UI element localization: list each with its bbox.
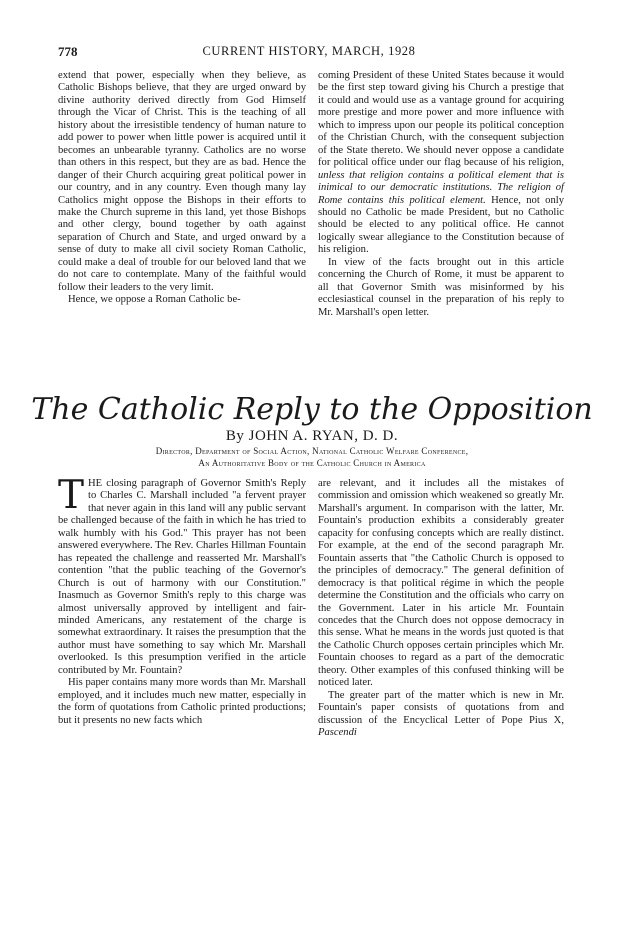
prev-article-column-2 <box>318 70 564 319</box>
article-title: The Catholic Reply to the Opposition <box>31 392 593 427</box>
paragraph: are relevant, and it includes all the mistakes of commission and omission which weakened so greatly Mr. Marshall's argument. In comparison with the latter, Mr. Fountain's production exhibits a considerably greater capacity for confusing concepts which are really distinct. For example, at the end of the second paragraph Mr. Fountain asserts that "the Catholic Church is opposed to the principles of democracy." The general definition of democracy is that political régime in which the people determine the Constitution and the officials who carry on the Government. Later in his article Mr. Fountain concedes that the Church does not oppose democracy in this sense. What he means in the words just quoted is that the Catholic Church opposes certain principles which Mr. Fountain chooses to regard as a part of the democratic theory. Other examples of this confused thinking will be noticed later. <box>318 478 564 689</box>
paragraph: In view of the facts brought out in this article concerning the Church of Rome, it must be apparent to all that Governor Smith was misinformed by his ecclesiastical counsel in the preparation of his reply to Mr. Marshall's open letter. <box>318 256 564 318</box>
running-head: CURRENT HISTORY, MARCH, 1928 <box>202 44 416 58</box>
paragraph: Hence, we oppose a Roman Catholic be- <box>68 294 241 306</box>
paragraph: extend that power, especially when they believe, as Catholic Bishops believe, that they are urged onward by divine authority derived directly from God Himself through the Vicar of Christ. This is the teaching of all history about the irresistible tendency of human nature to add power to power when little power is acquired until it becomes an unbearable tyranny. Catholics are no worse than others in this respect, but they are as bad. Hence the danger of their Church acquiring great political power in our country, and in any country. Even though many lay Catholics might oppose the Bishops in their efforts to make the Church supreme in this land, yet those Bishops and other clergy, bound together by oath against separation of Church and State, and urged onward by a sense of duty to make all civil society Roman Catholic, could make a deal of trouble for our beloved land that we do not care to contemplate. Many of the faithful would follow their leaders to the very limit. <box>58 70 306 293</box>
text-run: Hence, not only should no Catholic be made President, but no Catholic should be elected to any political office. He cannot logically swear allegiance to the Constitution because of his religion. <box>318 194 564 256</box>
text-run: The greater part of the matter which is new in Mr. Fountain's paper consists of quotations from and discussion of the Encyclical Letter of Pope Pius X, <box>318 689 564 726</box>
drop-cap: T <box>58 473 85 518</box>
paragraph <box>58 473 306 677</box>
article-column-2 <box>318 478 564 740</box>
running-header <box>58 44 560 60</box>
article-column-1 <box>58 473 306 727</box>
paragraph: His paper contains many more words than Mr. Marshall employed, and it includes much new matter, especially in the form of quotations from Catholic printed productions; but it presents no new facts which <box>58 677 306 726</box>
paragraph <box>318 70 564 257</box>
article-byline: By JOHN A. RYAN, D. D. <box>225 428 399 444</box>
text-run: coming President of these United States because it would be the first step toward giving his Church a prestige that it could and would use as a vantage ground for acquiring more prestige and more power and more influence with which to impress upon our people its political conception of the Christian Church, with the consequent subjection of the State thereto. We should never oppose a candidate for political office under our flag because of his religion, <box>318 70 564 169</box>
prev-article-column-1 <box>58 70 306 307</box>
text-run: closing paragraph of Governor Smith's Reply to Charles C. Marshall included "a fervent prayer that never again in this land will any public servant be challenged because of the faith in which he has tried to walk humbly with his God." This prayer has not been answered everywhere. The Rev. Charles Hillman Fountain has repeated the challenge and reasserted Mr. Marshall's contention "that the public teaching of the Governor's Church is out of harmony with our Constitution." Inasmuch as Governor Smith's reply to this charge was almost universally approved by intelligent and fair-minded Americans, any restatement of the charge is somewhat extraordinary. It raises the presumption that the author must have something to say which Mr. Marshall overlooked. Is this presumption verified in the article contributed by Mr. Fountain? <box>58 478 306 676</box>
italic-text: Pascendi <box>318 727 357 739</box>
italic-text: unless that religion contains a political element that is inimical to our democratic institutions. The religion of Rome contains this political element. <box>318 169 564 206</box>
page-number: 778 <box>58 44 78 59</box>
author-affiliation: Director, Department of Social Action, National Catholic Welfare Conference, <box>155 446 469 456</box>
paragraph <box>318 690 564 740</box>
lead-in: HE <box>88 478 103 489</box>
author-affiliation: An Authoritative Body of the Catholic Church in America <box>198 458 426 468</box>
